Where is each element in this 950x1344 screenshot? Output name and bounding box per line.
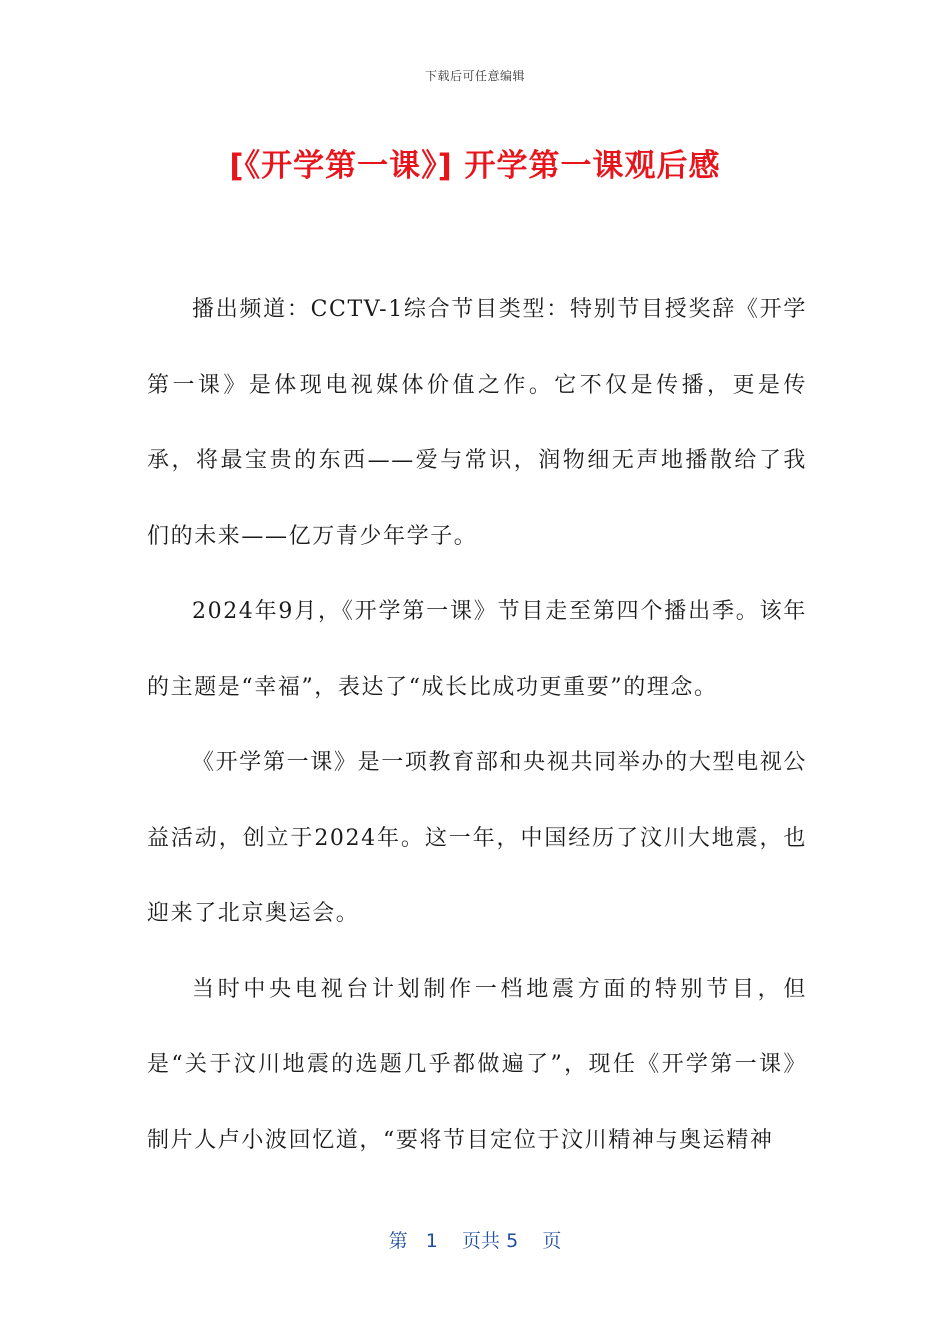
document-body — [147, 272, 807, 1178]
footer-suffix: 页 — [542, 1230, 562, 1252]
current-page-number: 1 — [425, 1230, 438, 1252]
paragraph: 播出频道：CCTV-1综合节目类型：特别节目授奖辞《开学第一课》是体现电视媒体价值之作。它不仅是传播，更是传承，将最宝贵的东西——爱与常识，润物细无声地播散给了我们的未来——亿万青少年学子。 — [147, 297, 807, 549]
paragraph: 当时中央电视台计划制作一档地震方面的特别节目，但是“关于汶川地震的选题几乎都做遍了”，现任《开学第一课》制片人卢小波回忆道，“要将节目定位于汶川精神与奥运精神 — [147, 976, 807, 1153]
document-title: [《开学第一课》] 开学第一课观后感 — [229, 148, 721, 184]
footer-prefix: 第 — [388, 1230, 408, 1252]
paragraph: 《开学第一课》是一项教育部和央视共同举办的大型电视公益活动，创立于2024年。这一年，中国经历了汶川大地震，也迎来了北京奥运会。 — [147, 750, 807, 926]
paragraph: 2024年9月，《开学第一课》节目走至第四个播出季。该年的主题是“幸福”，表达了“成长比成功更重要”的理念。 — [147, 599, 807, 700]
total-pages-number: 5 — [506, 1230, 519, 1252]
header-note: 下载后可任意编辑 — [424, 69, 525, 83]
footer-middle: 页共 — [462, 1230, 501, 1252]
page-footer — [0, 1226, 950, 1253]
